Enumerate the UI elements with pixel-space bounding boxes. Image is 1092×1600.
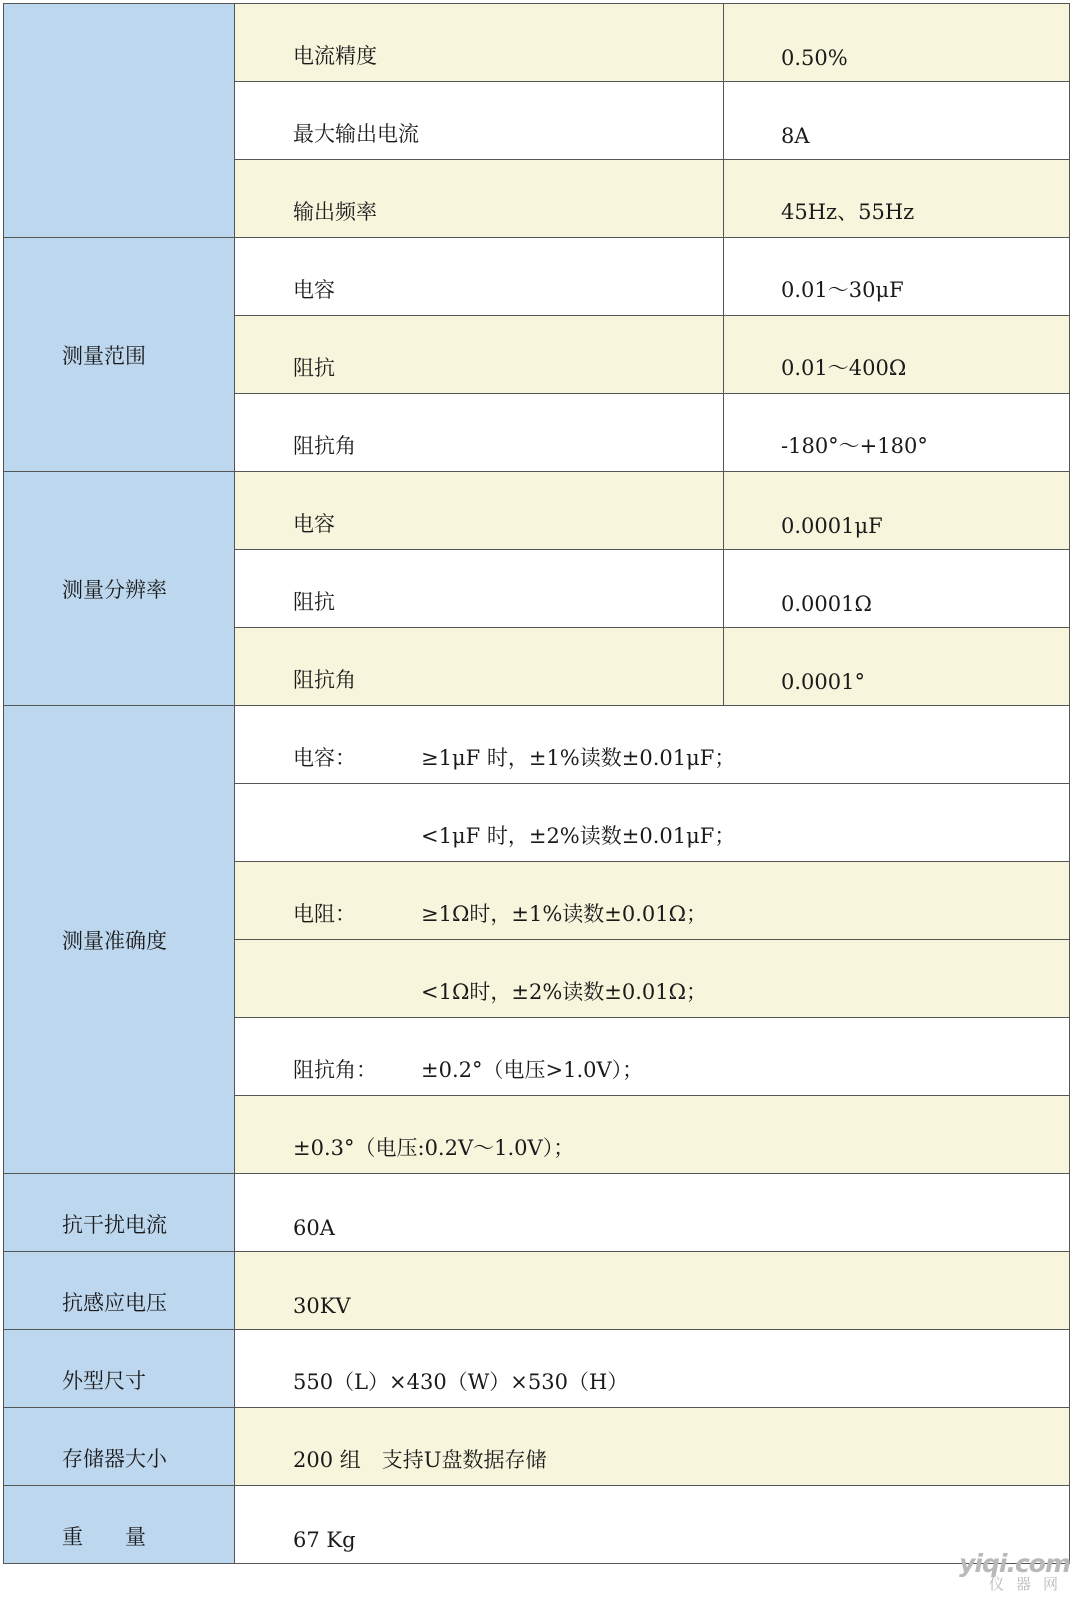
param-label: 阻抗 — [235, 550, 724, 628]
category-cell-resolution: 测量分辨率 — [4, 472, 235, 706]
param-label: 阻抗 — [235, 316, 724, 394]
category-cell: 存储器大小 — [4, 1408, 235, 1486]
accuracy-line: 电阻： ≥1Ω时，±1%读数±0.01Ω； — [235, 862, 1070, 940]
category-cell: 重 量 — [4, 1486, 235, 1564]
table-row — [4, 1174, 1070, 1252]
table-row — [4, 4, 1070, 82]
watermark-brand: yiqi.com — [959, 1549, 1070, 1578]
param-value: 0.0001° — [724, 628, 1070, 706]
spec-value: 30KV — [235, 1252, 1070, 1330]
table-row — [4, 1330, 1070, 1408]
table-row — [4, 1408, 1070, 1486]
accuracy-line: 电容： ≥1μF 时，±1%读数±0.01μF； — [235, 706, 1070, 784]
table-row — [4, 238, 1070, 316]
param-label: 阻抗角 — [235, 628, 724, 706]
accuracy-line: <1Ω时，±2%读数±0.01Ω； — [235, 940, 1070, 1018]
param-value: -180°～+180° — [724, 394, 1070, 472]
spec-table — [3, 3, 1070, 1564]
param-label: 电容 — [235, 238, 724, 316]
table-row — [4, 1252, 1070, 1330]
table-row — [4, 472, 1070, 550]
spec-value: 60A — [235, 1174, 1070, 1252]
param-value: 45Hz、55Hz — [724, 160, 1070, 238]
spec-value: 67 Kg — [235, 1486, 1070, 1564]
category-cell-measure-range: 测量范围 — [4, 238, 235, 472]
param-label: 阻抗角 — [235, 394, 724, 472]
watermark — [959, 1551, 1070, 1592]
category-cell: 抗干扰电流 — [4, 1174, 235, 1252]
param-value: 0.50% — [724, 4, 1070, 82]
param-label: 最大输出电流 — [235, 82, 724, 160]
accuracy-line: ±0.3°（电压:0.2V～1.0V）； — [235, 1096, 1070, 1174]
table-row — [4, 1486, 1070, 1564]
param-label: 输出频率 — [235, 160, 724, 238]
accuracy-line: <1μF 时，±2%读数±0.01μF； — [235, 784, 1070, 862]
param-value: 0.0001μF — [724, 472, 1070, 550]
param-value: 0.0001Ω — [724, 550, 1070, 628]
param-label: 电容 — [235, 472, 724, 550]
spec-value: 200 组 支持U盘数据存储 — [235, 1408, 1070, 1486]
category-cell-accuracy: 测量准确度 — [4, 706, 235, 1174]
accuracy-line: 阻抗角： ±0.2°（电压>1.0V）； — [235, 1018, 1070, 1096]
param-value: 0.01～400Ω — [724, 316, 1070, 394]
param-value: 0.01～30μF — [724, 238, 1070, 316]
category-cell-output — [4, 4, 235, 238]
param-label: 电流精度 — [235, 4, 724, 82]
table-row — [4, 706, 1070, 784]
category-cell: 抗感应电压 — [4, 1252, 235, 1330]
param-value: 8A — [724, 82, 1070, 160]
category-cell: 外型尺寸 — [4, 1330, 235, 1408]
spec-value: 550（L）×430（W）×530（H） — [235, 1330, 1070, 1408]
watermark-cn: 仪器网 — [988, 1575, 1070, 1593]
